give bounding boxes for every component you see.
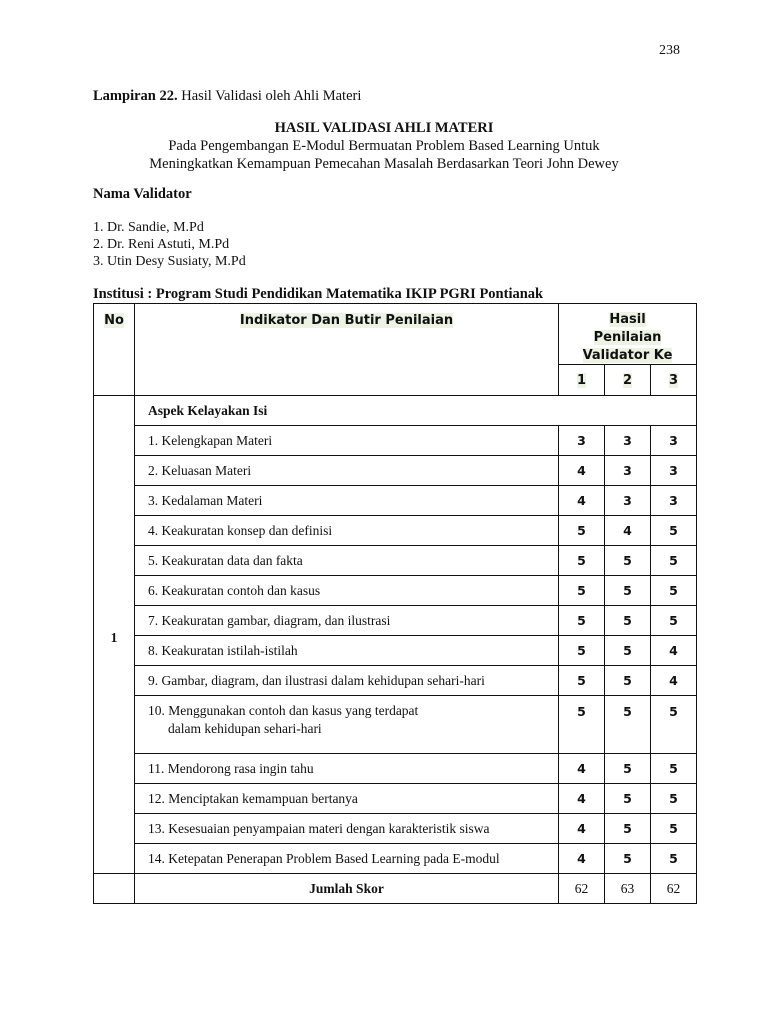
score-cell: 5 xyxy=(651,696,697,754)
score-cell: 4 xyxy=(559,844,605,874)
score-cell: 3 xyxy=(651,456,697,486)
total-empty-cell xyxy=(94,874,135,904)
indicator-item: 4. Keakuratan konsep dan definisi xyxy=(135,516,559,546)
page-number: 238 xyxy=(659,43,680,58)
score-cell: 3 xyxy=(605,486,651,516)
score-cell: 5 xyxy=(559,666,605,696)
validator-number-cell xyxy=(651,365,697,396)
indicator-item: 7. Keakuratan gambar, diagram, dan ilustrasi xyxy=(135,606,559,636)
score-cell: 4 xyxy=(651,666,697,696)
total-score: 63 xyxy=(605,874,651,904)
score-cell: 5 xyxy=(559,606,605,636)
score-cell: 5 xyxy=(559,576,605,606)
score-cell: 5 xyxy=(559,546,605,576)
table-row xyxy=(94,486,697,516)
validator-item: 1. Dr. Sandie, M.Pd xyxy=(93,220,204,235)
indicator-item: 14. Ketepatan Penerapan Problem Based Learning pada E-modul xyxy=(135,844,559,874)
table-row xyxy=(94,426,697,456)
validator-number-cell xyxy=(559,365,605,396)
indicator-item: 6. Keakuratan contoh dan kasus xyxy=(135,576,559,606)
indicator-item: 3. Kedalaman Materi xyxy=(135,486,559,516)
score-cell: 5 xyxy=(559,696,605,754)
total-label: Jumlah Skor xyxy=(135,874,559,904)
score-cell: 5 xyxy=(559,636,605,666)
score-cell: 4 xyxy=(559,486,605,516)
indicator-item: 1. Kelengkapan Materi xyxy=(135,426,559,456)
score-cell: 5 xyxy=(605,576,651,606)
score-cell: 4 xyxy=(651,636,697,666)
total-score: 62 xyxy=(559,874,605,904)
table-row xyxy=(94,606,697,636)
score-cell: 5 xyxy=(605,696,651,754)
table-row xyxy=(94,516,697,546)
score-cell: 5 xyxy=(605,546,651,576)
score-cell: 5 xyxy=(651,546,697,576)
score-cell: 5 xyxy=(605,814,651,844)
score-cell: 5 xyxy=(605,754,651,784)
table-header-row xyxy=(94,304,697,365)
score-cell: 5 xyxy=(559,516,605,546)
header-result-line1: Hasil xyxy=(609,312,646,327)
appendix-label: Lampiran 22. xyxy=(93,88,178,104)
score-cell: 5 xyxy=(605,636,651,666)
section-title: Aspek Kelayakan Isi xyxy=(135,396,697,426)
header-indicator-cell xyxy=(135,304,559,396)
indicator-item: 2. Keluasan Materi xyxy=(135,456,559,486)
score-cell: 5 xyxy=(651,814,697,844)
score-cell: 5 xyxy=(605,606,651,636)
indicator-item-line2: dalam kehidupan sehari-hari xyxy=(168,721,322,736)
score-cell: 4 xyxy=(559,784,605,814)
table-row xyxy=(94,696,697,754)
indicator-item-line1: 10. Menggunakan contoh dan kasus yang terdapat xyxy=(148,703,419,718)
validator-list xyxy=(93,219,246,270)
validator-heading: Nama Validator xyxy=(93,186,192,202)
title-subtitle-line2: Meningkatkan Kemampuan Pemecahan Masalah Berdasarkan Teori John Dewey xyxy=(149,156,619,172)
institution-line: Institusi : Program Studi Pendidikan Matematika IKIP PGRI Pontianak xyxy=(93,286,544,302)
section-number: 1 xyxy=(94,396,135,874)
table-row xyxy=(94,666,697,696)
indicator-item xyxy=(135,696,559,754)
score-cell: 5 xyxy=(605,784,651,814)
score-cell: 5 xyxy=(605,844,651,874)
score-cell: 5 xyxy=(651,784,697,814)
header-no: No xyxy=(104,313,124,328)
score-cell: 5 xyxy=(651,516,697,546)
header-result-cell xyxy=(559,304,697,365)
table-row xyxy=(94,814,697,844)
indicator-item: 11. Mendorong rasa ingin tahu xyxy=(135,754,559,784)
table-row xyxy=(94,754,697,784)
validator-number: 2 xyxy=(622,373,633,388)
header-result-line3: Validator Ke xyxy=(582,348,673,363)
appendix-caption xyxy=(93,88,361,105)
validator-item: 3. Utin Desy Susiaty, M.Pd xyxy=(93,254,246,269)
score-cell: 5 xyxy=(651,844,697,874)
indicator-item: 13. Kesesuaian penyampaian materi dengan karakteristik siswa xyxy=(135,814,559,844)
table-row xyxy=(94,844,697,874)
total-score: 62 xyxy=(651,874,697,904)
indicator-item: 12. Menciptakan kemampuan bertanya xyxy=(135,784,559,814)
table-row xyxy=(94,456,697,486)
validation-table xyxy=(93,303,697,904)
score-cell: 5 xyxy=(651,606,697,636)
score-cell: 3 xyxy=(651,426,697,456)
total-row xyxy=(94,874,697,904)
title-main: HASIL VALIDASI AHLI MATERI xyxy=(274,120,494,136)
indicator-item: 5. Keakuratan data dan fakta xyxy=(135,546,559,576)
header-indicator: Indikator Dan Butir Penilaian xyxy=(239,313,454,328)
score-cell: 4 xyxy=(559,754,605,784)
header-result-line2: Penilaian xyxy=(593,330,662,345)
title-subtitle-line1: Pada Pengembangan E-Modul Bermuatan Problem Based Learning Untuk xyxy=(168,138,600,154)
indicator-item: 8. Keakuratan istilah-istilah xyxy=(135,636,559,666)
header-no-cell xyxy=(94,304,135,396)
section-row xyxy=(94,396,697,426)
score-cell: 3 xyxy=(605,456,651,486)
table-row xyxy=(94,784,697,814)
score-cell: 5 xyxy=(651,576,697,606)
validator-number-cell xyxy=(605,365,651,396)
table-row xyxy=(94,636,697,666)
table-row xyxy=(94,546,697,576)
score-cell: 3 xyxy=(559,426,605,456)
document-title xyxy=(93,119,675,173)
validator-item: 2. Dr. Reni Astuti, M.Pd xyxy=(93,237,230,252)
score-cell: 4 xyxy=(559,456,605,486)
validator-number: 1 xyxy=(576,373,587,388)
score-cell: 4 xyxy=(605,516,651,546)
score-cell: 4 xyxy=(559,814,605,844)
score-cell: 3 xyxy=(651,486,697,516)
validator-number: 3 xyxy=(668,373,679,388)
table-row xyxy=(94,576,697,606)
score-cell: 5 xyxy=(651,754,697,784)
indicator-item: 9. Gambar, diagram, dan ilustrasi dalam kehidupan sehari-hari xyxy=(135,666,559,696)
appendix-text: Hasil Validasi oleh Ahli Materi xyxy=(177,88,362,104)
score-cell: 5 xyxy=(605,666,651,696)
score-cell: 3 xyxy=(605,426,651,456)
